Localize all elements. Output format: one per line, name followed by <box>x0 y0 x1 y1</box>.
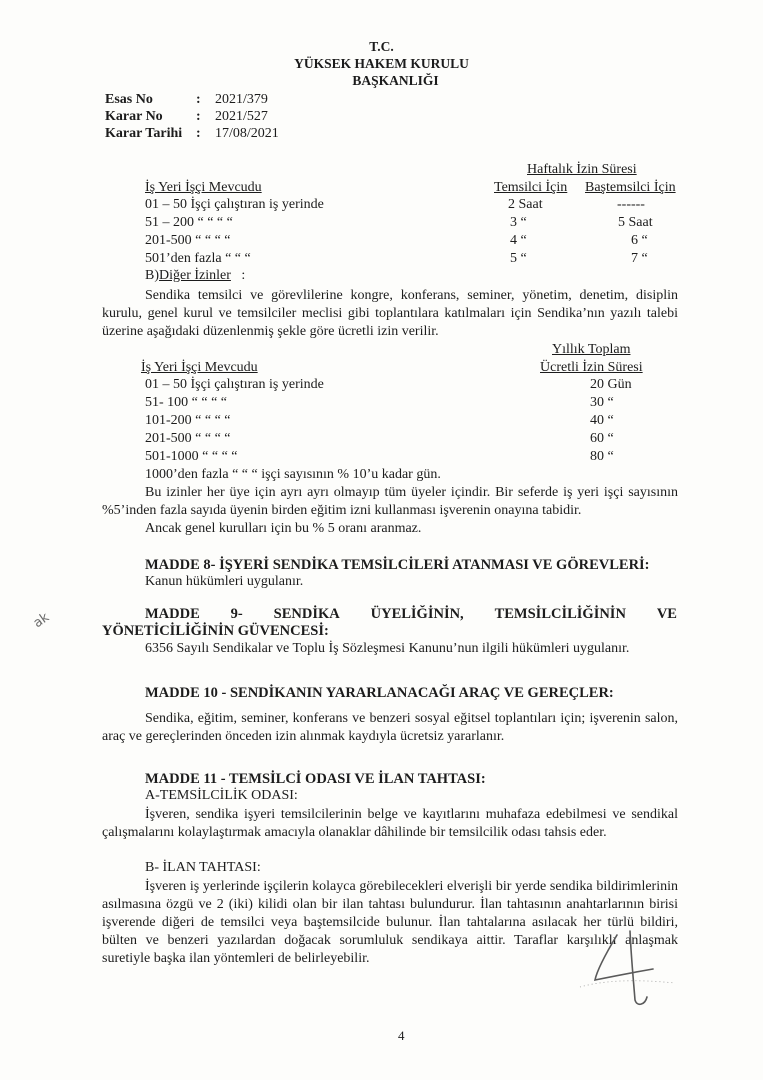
other-leave-title: Diğer İzinler <box>159 268 231 283</box>
madde-9-word: MADDE <box>145 606 200 622</box>
margin-initials: ak <box>30 610 53 632</box>
yearly-row-label: 201-500 “ “ “ “ <box>145 431 231 446</box>
madde-9-title-line-2: YÖNETİCİLİĞİNİN GÜVENCESİ: <box>102 623 329 639</box>
weekly-row-rep: 4 “ <box>510 233 527 248</box>
madde-11-a-body: İşveren, sendika işyeri temsilcilerinin belge ve kayıtlarını muhafaza edebilmesi ve sendikal çalışmalarını kolaylaştırmak amacıyla olanaklar dâhilinde bir temsilcilik odası tahsis eder. <box>102 807 678 840</box>
yearly-row-value: 80 “ <box>590 449 614 464</box>
weekly-row-rep: 5 “ <box>510 251 527 266</box>
yearly-row-value: 20 Gün <box>590 377 632 392</box>
karar-colon: : <box>196 109 201 124</box>
madde-9-word: ÜYELİĞİNİN, <box>370 606 464 622</box>
madde-9-body: 6356 Sayılı Sendikalar ve Toplu İş Sözleşmesi Kanunu’nun ilgili hükümleri uygulanır. <box>145 641 630 656</box>
weekly-row-label: 501’den fazla “ “ “ <box>145 251 251 266</box>
yearly-row-label: 51- 100 “ “ “ “ <box>145 395 228 410</box>
yearly-row-value: 40 “ <box>590 413 614 428</box>
weekly-row-label: 51 – 200 “ “ “ “ <box>145 215 233 230</box>
tarih-label: Karar Tarihi <box>105 126 183 141</box>
yearly-row-label: 101-200 “ “ “ “ <box>145 413 231 428</box>
weekly-col-head: Baştemsilci İçin <box>585 180 676 195</box>
yearly-col-workplace: İş Yeri İşçi Mevcudu <box>141 360 258 375</box>
other-leave-prefix: B) <box>145 268 159 283</box>
header-presidency: BAŞKANLIĞI <box>352 73 439 88</box>
yearly-row-label: 01 – 50 İşçi çalıştıran iş yerinde <box>145 377 324 392</box>
madde-8-body: Kanun hükümleri uygulanır. <box>145 574 304 589</box>
madde-9-title-line <box>145 605 677 623</box>
madde-10-title: MADDE 10 - SENDİKANIN YARARLANACAĞI ARAÇ VE GEREÇLER: <box>145 685 614 701</box>
yearly-title-1: Yıllık Toplam <box>552 342 631 357</box>
other-leave-heading <box>145 267 245 285</box>
other-leave-suffix: : <box>230 268 246 283</box>
madde-9-word: TEMSİLCİLİĞİNİN <box>494 606 626 622</box>
other-leave-paragraph: Sendika temsilci ve görevlilerine kongre, konferans, seminer, yönetim, denetim, disiplin kurulu, genel kurul ve temsilciler meclisi gibi toplantılara katılmaları için Sendika’nın yazılı talebi üzerine aşağıdaki düzenlenmiş şekle göre ücretli izin verilir. <box>102 288 678 339</box>
karar-value: 2021/527 <box>215 109 268 124</box>
madde-11-a-title: A-TEMSİLCİLİK ODASI: <box>145 788 298 803</box>
madde-9-word: 9- <box>230 606 243 622</box>
signature-scribble <box>575 925 680 1010</box>
weekly-row-rep: 2 Saat <box>508 197 543 212</box>
weekly-row-label: 01 – 50 İşçi çalıştıran iş yerinde <box>145 197 324 212</box>
yearly-row-value: 30 “ <box>590 395 614 410</box>
tarih-value: 17/08/2021 <box>215 126 279 141</box>
yearly-title-2: Ücretli İzin Süresi <box>540 360 643 375</box>
esas-value: 2021/379 <box>215 92 268 107</box>
madde-9-word: VE <box>656 606 677 622</box>
page-number: 4 <box>398 1028 405 1043</box>
tarih-colon: : <box>196 126 201 141</box>
yearly-note-2: Ancak genel kurulları için bu % 5 oranı aranmaz. <box>145 521 422 536</box>
madde-11-b-body: İşveren iş yerlerinde işçilerin kolayca görebilecekleri elverişli bir yerde sendika bildirimlerinin asılmasına özgü ve 2 (iki) kilidi olan bir ilan tahtası bulundurur. İlan tahtasının anahtarlarının birisi işverende diğeri de temsilci veya baştemsilcide bulunur. İlan tahtalarına asılacak her türlü bildiri, bülten ve benzeri yazılardan doğacak sorumluluk sendikaya aittir. Taraflar karşılıklı anlaşmak suretiyle başka ilan yöntemleri de belirleyebilir. <box>102 879 678 966</box>
weekly-row-label: 201-500 “ “ “ “ <box>145 233 231 248</box>
yearly-row-label: 501-1000 “ “ “ “ <box>145 449 238 464</box>
madde-11-b-title: B- İLAN TAHTASI: <box>145 860 261 875</box>
header-tc: T.C. <box>369 39 394 54</box>
yearly-note: Bu izinler her üye için ayrı ayrı olmayıp tüm üyeler içindir. Bir seferde iş yeri işçi sayısının %5’inden fazla sayıda üyenin birden eğitim izni kullanması işverenin onayına tabidir. <box>102 485 678 518</box>
weekly-col-workplace: İş Yeri İşçi Mevcudu <box>145 180 262 195</box>
karar-label: Karar No <box>105 109 163 124</box>
esas-colon: : <box>196 92 201 107</box>
weekly-col-rep: Temsilci İçin <box>494 180 568 195</box>
weekly-row-head: ------ <box>617 197 645 212</box>
weekly-title: Haftalık İzin Süresi <box>527 162 637 177</box>
madde-10-body: Sendika, eğitim, seminer, konferans ve benzeri sosyal eğitsel toplantıları için; işverenin salon, araç ve gereçlerinden önceden izin alınmak kaydıyla ücretsiz yararlanır. <box>102 711 678 744</box>
yearly-row-last: 1000’den fazla “ “ “ işçi sayısının % 10’u kadar gün. <box>145 467 441 482</box>
weekly-row-head: 6 “ <box>631 233 648 248</box>
esas-label: Esas No <box>105 92 153 107</box>
madde-11-title: MADDE 11 - TEMSİLCİ ODASI VE İLAN TAHTASI: <box>145 771 486 787</box>
madde-8-title: MADDE 8- İŞYERİ SENDİKA TEMSİLCİLERİ ATANMASI VE GÖREVLERİ: <box>145 557 650 573</box>
madde-9-word: SENDİKA <box>273 606 340 622</box>
weekly-row-rep: 3 “ <box>510 215 527 230</box>
weekly-row-head: 5 Saat <box>618 215 653 230</box>
header-court: YÜKSEK HAKEM KURULU <box>294 56 469 71</box>
weekly-row-head: 7 “ <box>631 251 648 266</box>
yearly-row-value: 60 “ <box>590 431 614 446</box>
